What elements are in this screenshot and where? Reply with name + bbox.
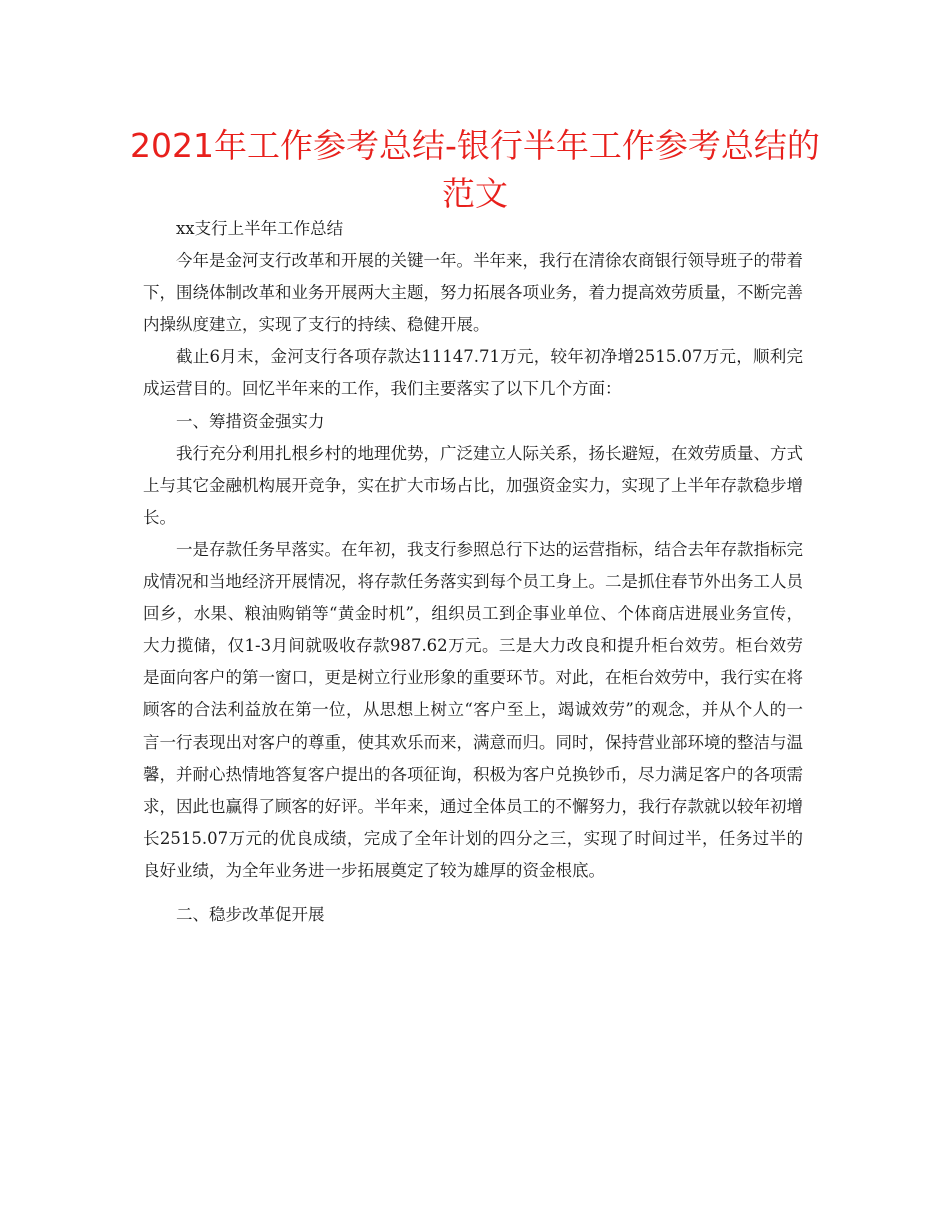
paragraph-advantages: 我行充分利用扎根乡村的地理优势，广泛建立人际关系，扬长避短，在效劳质量、方式上与其它金融机构展开竞争，实在扩大市场占比，加强资金实力，实现了上半年存款稳步增长。 [143,443,803,527]
section-subtitle: xx支行上半年工作总结 [176,219,344,238]
document-title [120,122,830,218]
section-heading-2: 二、稳步改革促开展 [176,904,325,924]
title-line-1: 2021年工作参考总结-银行半年工作参考总结的 [130,126,820,165]
document-body [143,213,803,931]
paragraph-deposit-details: 一是存款任务早落实。在年初，我支行参照总行下达的运营指标，结合去年存款指标完成情况和当地经济开展情况，将存款任务落实到每个员工身上。二是抓住春节外出务工人员回乡，水果、粮油购销等“黄金时机”，组织员工到企事业单位、个体商店进展业务宣传，大力揽储，仅1-3月间就吸收存款987.62万元。三是大力改良和提升柜台效劳。柜台效劳是面向客户的第一窗口，更是树立行业形象的重要环节。对此，在柜台效劳中，我行实在将顾客的合法利益放在第一位，从思想上树立“客户至上，竭诚效劳”的观念，并从个人的一言一行表现出对客户的尊重，使其欢乐而来，满意而归。同时，保持营业部环境的整洁与温馨，并耐心热情地答复客户提出的各项征询，积极为客户兑换钞币，尽力满足客户的各项需求，因此也赢得了顾客的好评。半年来，通过全体员工的不懈努力，我行存款就以较年初增长2515.07万元的优良成绩，完成了全年计划的四分之三，实现了时间过半，任务过半的良好业绩，为全年业务进一步拓展奠定了较为雄厚的资金根底。 [143,539,803,880]
paragraph-summary: 截止6月末，金河支行各项存款达11147.71万元，较年初净增2515.07万元，顺利完成运营目的。回忆半年来的工作，我们主要落实了以下几个方面： [143,347,803,399]
paragraph-intro: 今年是金河支行改革和开展的关键一年。半年来，我行在清徐农商银行领导班子的带着下，围绕体制改革和业务开展两大主题，努力拓展各项业务，着力提高效劳质量，不断完善内操纵度建立，实现了支行的持续、稳健开展。 [143,251,803,335]
section-heading-1: 一、筹措资金强实力 [176,411,325,431]
title-line-2: 范文 [442,174,508,213]
